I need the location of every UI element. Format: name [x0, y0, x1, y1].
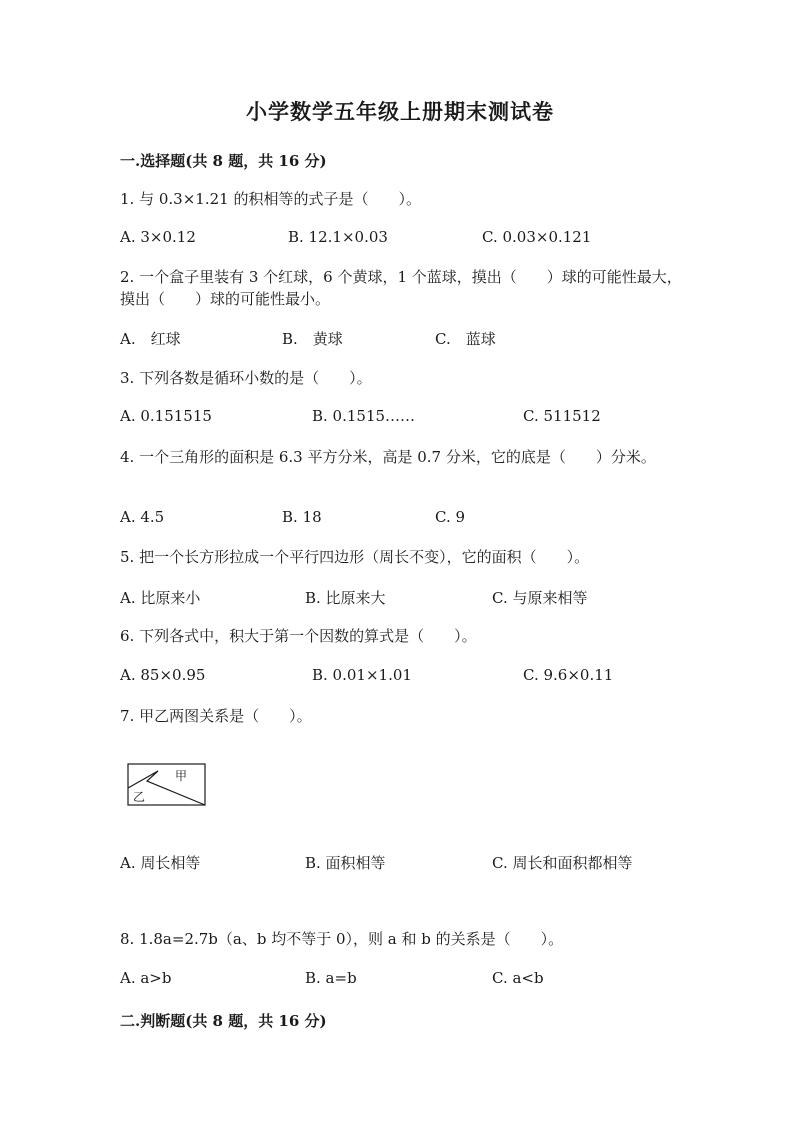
q4-option-b: B. 18: [282, 508, 322, 526]
q1-option-c: C. 0.03×0.121: [482, 228, 592, 246]
page-title: 小学数学五年级上册期末测试卷: [246, 99, 554, 124]
question-4: 4. 一个三角形的面积是 6.3 平方分米，高是 0.7 分米，它的底是（ ）分米。: [120, 448, 656, 466]
q5-option-c: C. 与原来相等: [492, 589, 588, 607]
question-5: 5. 把一个长方形拉成一个平行四边形（周长不变），它的面积（ ）。: [120, 548, 590, 566]
q2-option-b: B. 黄球: [282, 330, 343, 348]
q3-option-b: B. 0.1515……: [312, 407, 416, 425]
question-8: 8. 1.8a=2.7b（a、b 均不等于 0），则 a 和 b 的关系是（ ）。: [120, 930, 564, 948]
q7-option-b: B. 面积相等: [305, 854, 386, 872]
q7-option-a: A. 周长相等: [120, 854, 201, 872]
q5-option-a: A. 比原来小: [120, 589, 201, 607]
question-6: 6. 下列各式中，积大于第一个因数的算式是（ ）。: [120, 627, 477, 645]
q8-option-a: A. a>b: [120, 969, 172, 987]
question-2: 2. 一个盒子里装有 3 个红球，6 个黄球，1 个蓝球，摸出（ ）球的可能性最大，摸出（ ）球的可能性最小。: [120, 268, 682, 308]
q7-option-c: C. 周长和面积都相等: [492, 854, 633, 872]
figure-label-yi: 乙: [133, 790, 146, 804]
q4-option-a: A. 4.5: [120, 508, 165, 526]
q6-option-b: B. 0.01×1.01: [312, 666, 412, 684]
q1-option-b: B. 12.1×0.03: [288, 228, 388, 246]
q8-option-c: C. a<b: [492, 969, 544, 987]
q4-option-c: C. 9: [435, 508, 466, 526]
q6-option-c: C. 9.6×0.11: [523, 666, 614, 684]
jia-yi-figure: [127, 763, 207, 807]
q3-option-a: A. 0.151515: [120, 407, 212, 425]
q8-option-b: B. a=b: [305, 969, 357, 987]
q3-option-c: C. 511512: [523, 407, 601, 425]
q2-option-c: C. 蓝球: [435, 330, 496, 348]
q5-option-b: B. 比原来大: [305, 589, 386, 607]
figure-label-jia: 甲: [175, 769, 188, 783]
question-3: 3. 下列各数是循环小数的是（ ）。: [120, 369, 372, 387]
question-7: 7. 甲乙两图关系是（ ）。: [120, 707, 312, 725]
section-heading-judgement: 二.判断题(共 8 题，共 16 分): [120, 1012, 327, 1030]
section-heading-choice: 一.选择题(共 8 题，共 16 分): [120, 152, 327, 170]
q6-option-a: A. 85×0.95: [120, 666, 206, 684]
q2-option-a: A. 红球: [120, 330, 181, 348]
question-1: 1. 与 0.3×1.21 的积相等的式子是（ ）。: [120, 190, 421, 208]
q1-option-a: A. 3×0.12: [120, 228, 196, 246]
